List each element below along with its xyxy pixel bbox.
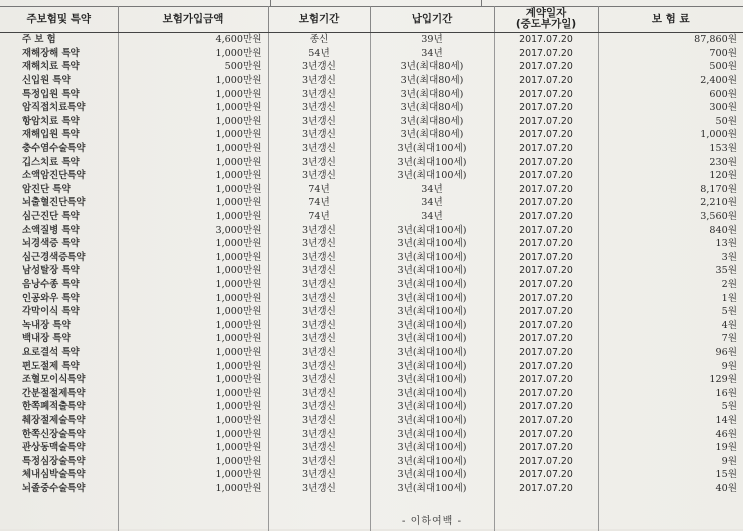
coverage-name-cell: 항암치료 특약 (0, 115, 118, 129)
contract-date-cell: 2017.07.20 (494, 468, 598, 482)
insurance-period-cell: 74년 (268, 183, 370, 197)
payment-period-cell: 3년(최대100세) (370, 251, 494, 265)
coverage-name-cell: 재해장해 특약 (0, 47, 118, 61)
premium-cell: 5원 (721, 401, 737, 413)
insured-amount-cell: 1,000만원 (118, 400, 268, 414)
contract-date-cell: 2017.07.20 (494, 183, 598, 197)
payment-period-cell: 3년(최대100세) (370, 318, 494, 332)
contract-date-cell: 2017.07.20 (494, 386, 598, 400)
contract-date-cell: 2017.07.20 (494, 414, 598, 428)
insurance-period-cell: 3년갱신 (268, 142, 370, 156)
table-row (0, 291, 743, 305)
premium-cell: 300원 (709, 102, 737, 114)
contract-date-cell: 2017.07.20 (494, 346, 598, 360)
header-payment-period: 납입기간 (370, 6, 494, 33)
insured-amount-cell: 1,000만원 (118, 237, 268, 251)
table-row (0, 441, 743, 455)
insurance-period-cell: 3년갱신 (268, 128, 370, 142)
payment-period-cell: 3년(최대80세) (370, 101, 494, 115)
insured-amount-cell: 1,000만원 (118, 264, 268, 278)
coverage-name-cell: 재해입원 특약 (0, 128, 118, 142)
contract-date-cell: 2017.07.20 (494, 318, 598, 332)
contract-date-cell: 2017.07.20 (494, 305, 598, 319)
contract-date-cell: 2017.07.20 (494, 196, 598, 210)
payment-period-cell: 3년(최대100세) (370, 441, 494, 455)
payment-period-cell: 3년(최대100세) (370, 169, 494, 183)
insured-amount-cell: 1,000만원 (118, 155, 268, 169)
insured-amount-cell: 1,000만원 (118, 196, 268, 210)
payment-period-cell: 3년(최대100세) (370, 468, 494, 482)
insurance-period-cell: 3년갱신 (268, 346, 370, 360)
insured-amount-cell: 1,000만원 (118, 47, 268, 61)
insurance-period-cell: 3년갱신 (268, 441, 370, 455)
insured-amount-cell: 1,000만원 (118, 386, 268, 400)
payment-period-cell: 34년 (370, 196, 494, 210)
premium-cell: 3원 (721, 251, 737, 263)
insurance-period-cell: 3년갱신 (268, 60, 370, 74)
premium-cell: 840원 (709, 224, 737, 236)
insurance-period-cell: 3년갱신 (268, 373, 370, 387)
insurance-period-cell: 3년갱신 (268, 169, 370, 183)
contract-date-cell: 2017.07.20 (494, 142, 598, 156)
coverage-name-cell: 뇌출혈진단특약 (0, 196, 118, 210)
insurance-period-cell: 3년갱신 (268, 305, 370, 319)
coverage-name-cell: 충수염수술특약 (0, 142, 118, 156)
insurance-period-cell: 3년갱신 (268, 155, 370, 169)
insured-amount-cell: 1,000만원 (118, 115, 268, 129)
payment-period-cell: 3년(최대100세) (370, 223, 494, 237)
payment-period-cell: 3년(최대100세) (370, 332, 494, 346)
table-row (0, 47, 743, 61)
premium-cell: 16원 (715, 387, 737, 399)
payment-period-cell: 3년(최대80세) (370, 74, 494, 88)
insurance-period-cell: 3년갱신 (268, 414, 370, 428)
premium-cell: 40원 (715, 482, 737, 494)
table-row (0, 87, 743, 101)
header-contract-date-line1: 계약일자 (525, 7, 567, 19)
coverage-name-cell: 심근진단 특약 (0, 210, 118, 224)
contract-date-cell: 2017.07.20 (494, 291, 598, 305)
coverage-name-cell: 주 보 험 (0, 33, 118, 47)
contract-date-cell: 2017.07.20 (494, 115, 598, 129)
contract-date-cell: 2017.07.20 (494, 74, 598, 88)
payment-period-cell: 3년(최대100세) (370, 454, 494, 468)
blank-row (0, 495, 743, 511)
coverage-name-cell: 특정입원 특약 (0, 87, 118, 101)
table-row (0, 482, 743, 496)
contract-date-cell: 2017.07.20 (494, 278, 598, 292)
payment-period-cell: 34년 (370, 210, 494, 224)
insurance-period-cell: 3년갱신 (268, 386, 370, 400)
insured-amount-cell: 4,600만원 (118, 33, 268, 47)
table-row (0, 359, 743, 373)
coverage-name-cell: 조혈모이식특약 (0, 373, 118, 387)
header-premium: 보 험 료 (598, 6, 743, 33)
payment-period-cell: 3년(최대100세) (370, 427, 494, 441)
premium-cell: 4원 (721, 319, 737, 331)
insurance-period-cell: 54년 (268, 47, 370, 61)
coverage-name-cell: 녹내장 특약 (0, 318, 118, 332)
header-row (0, 6, 743, 33)
payment-period-cell: 39년 (370, 33, 494, 47)
insured-amount-cell: 1,000만원 (118, 305, 268, 319)
payment-period-cell: 3년(최대100세) (370, 291, 494, 305)
payment-period-cell: 3년(최대80세) (370, 115, 494, 129)
premium-cell: 46원 (715, 428, 737, 440)
insured-amount-cell: 500만원 (118, 60, 268, 74)
payment-period-cell: 3년(최대100세) (370, 305, 494, 319)
payment-period-cell: 3년(최대100세) (370, 237, 494, 251)
insured-amount-cell: 1,000만원 (118, 318, 268, 332)
premium-cell: 8,170원 (700, 183, 737, 195)
premium-cell: 87,860원 (694, 34, 737, 46)
insured-amount-cell: 1,000만원 (118, 482, 268, 496)
contract-date-cell: 2017.07.20 (494, 427, 598, 441)
insured-amount-cell: 3,000만원 (118, 223, 268, 237)
insured-amount-cell: 1,000만원 (118, 414, 268, 428)
insurance-period-cell: 3년갱신 (268, 115, 370, 129)
premium-cell: 9원 (721, 455, 737, 467)
coverage-name-cell: 한쪽폐적출특약 (0, 400, 118, 414)
payment-period-cell: 3년(최대100세) (370, 264, 494, 278)
premium-cell: 7원 (721, 333, 737, 345)
payment-period-cell: 3년(최대80세) (370, 60, 494, 74)
contract-date-cell: 2017.07.20 (494, 47, 598, 61)
coverage-name-cell: 간분절절제특약 (0, 386, 118, 400)
insured-amount-cell: 1,000만원 (118, 210, 268, 224)
payment-period-cell: 3년(최대100세) (370, 359, 494, 373)
premium-cell: 96원 (715, 346, 737, 358)
coverage-name-cell: 요로결석 특약 (0, 346, 118, 360)
premium-cell: 13원 (715, 238, 737, 250)
contract-date-cell: 2017.07.20 (494, 210, 598, 224)
header-coverage: 주보험및 특약 (0, 6, 118, 33)
coverage-name-cell: 암직접치료특약 (0, 101, 118, 115)
end-note: - 이하여백 - (401, 515, 463, 527)
table-row (0, 373, 743, 387)
insurance-period-cell: 74년 (268, 196, 370, 210)
header-contract-date (494, 6, 598, 33)
insured-amount-cell: 1,000만원 (118, 101, 268, 115)
payment-period-cell: 3년(최대80세) (370, 128, 494, 142)
table-footer (0, 495, 743, 531)
premium-cell: 14원 (715, 414, 737, 426)
insured-amount-cell: 1,000만원 (118, 128, 268, 142)
premium-cell: 129원 (709, 374, 737, 386)
coverage-name-cell: 편도절제 특약 (0, 359, 118, 373)
coverage-table (0, 6, 743, 531)
contract-date-cell: 2017.07.20 (494, 33, 598, 47)
coverage-name-cell: 재해치료 특약 (0, 60, 118, 74)
coverage-name-cell: 백내장 특약 (0, 332, 118, 346)
insured-amount-cell: 1,000만원 (118, 454, 268, 468)
payment-period-cell: 3년(최대100세) (370, 482, 494, 496)
premium-cell: 1,000원 (700, 129, 737, 141)
insured-amount-cell: 1,000만원 (118, 291, 268, 305)
insurance-period-cell: 3년갱신 (268, 482, 370, 496)
premium-cell: 600원 (709, 88, 737, 100)
premium-cell: 153원 (709, 143, 737, 155)
insurance-period-cell: 74년 (268, 210, 370, 224)
payment-period-cell: 3년(최대100세) (370, 386, 494, 400)
contract-date-cell: 2017.07.20 (494, 169, 598, 183)
contract-date-cell: 2017.07.20 (494, 373, 598, 387)
coverage-name-cell: 한쪽신장술특약 (0, 427, 118, 441)
premium-cell: 35원 (715, 265, 737, 277)
table-row (0, 414, 743, 428)
coverage-name-cell: 뇌졸중수술특약 (0, 482, 118, 496)
insurance-period-cell: 3년갱신 (268, 427, 370, 441)
coverage-name-cell: 특정심장술특약 (0, 454, 118, 468)
payment-period-cell: 3년(최대100세) (370, 346, 494, 360)
end-note-row (0, 511, 743, 531)
premium-cell: 2원 (721, 278, 737, 290)
contract-date-cell: 2017.07.20 (494, 454, 598, 468)
coverage-name-cell: 각막이식 특약 (0, 305, 118, 319)
insurance-period-cell: 3년갱신 (268, 359, 370, 373)
coverage-name-cell: 심근경색증특약 (0, 251, 118, 265)
insurance-period-cell: 3년갱신 (268, 264, 370, 278)
table-body (0, 33, 743, 496)
table-row (0, 332, 743, 346)
table-row (0, 264, 743, 278)
insurance-period-cell: 3년갱신 (268, 223, 370, 237)
table-row (0, 237, 743, 251)
payment-period-cell: 3년(최대100세) (370, 414, 494, 428)
table-row (0, 101, 743, 115)
coverage-name-cell: 깁스치료 특약 (0, 155, 118, 169)
header-period: 보험기간 (268, 6, 370, 33)
contract-date-cell: 2017.07.20 (494, 441, 598, 455)
table-row (0, 251, 743, 265)
contract-date-cell: 2017.07.20 (494, 60, 598, 74)
contract-date-cell: 2017.07.20 (494, 87, 598, 101)
insurance-period-cell: 3년갱신 (268, 291, 370, 305)
insurance-period-cell: 3년갱신 (268, 74, 370, 88)
table-row (0, 468, 743, 482)
insurance-period-cell: 3년갱신 (268, 468, 370, 482)
coverage-name-cell: 체내심박술특약 (0, 468, 118, 482)
premium-cell: 3,560원 (700, 211, 737, 223)
premium-cell: 9원 (721, 360, 737, 372)
payment-period-cell: 3년(최대100세) (370, 373, 494, 387)
insured-amount-cell: 1,000만원 (118, 468, 268, 482)
insured-amount-cell: 1,000만원 (118, 169, 268, 183)
premium-cell: 2,210원 (700, 197, 737, 209)
contract-date-cell: 2017.07.20 (494, 482, 598, 496)
header-contract-date-line2: (중도부가일) (515, 18, 577, 30)
insurance-period-cell: 3년갱신 (268, 454, 370, 468)
insured-amount-cell: 1,000만원 (118, 441, 268, 455)
insured-amount-cell: 1,000만원 (118, 183, 268, 197)
coverage-name-cell: 신입원 특약 (0, 74, 118, 88)
coverage-name-cell: 남성탈장 특약 (0, 264, 118, 278)
table-row (0, 318, 743, 332)
contract-date-cell: 2017.07.20 (494, 223, 598, 237)
payment-period-cell: 3년(최대100세) (370, 400, 494, 414)
payment-period-cell: 3년(최대100세) (370, 155, 494, 169)
premium-cell: 5원 (721, 306, 737, 318)
insured-amount-cell: 1,000만원 (118, 142, 268, 156)
premium-cell: 50원 (715, 115, 737, 127)
insured-amount-cell: 1,000만원 (118, 278, 268, 292)
table-row (0, 210, 743, 224)
contract-date-cell: 2017.07.20 (494, 359, 598, 373)
table-row (0, 183, 743, 197)
premium-cell: 700원 (709, 47, 737, 59)
table-row (0, 169, 743, 183)
premium-cell: 1원 (721, 292, 737, 304)
insurance-period-cell: 종신 (268, 33, 370, 47)
insured-amount-cell: 1,000만원 (118, 332, 268, 346)
payment-period-cell: 3년(최대80세) (370, 87, 494, 101)
insured-amount-cell: 1,000만원 (118, 359, 268, 373)
insured-amount-cell: 1,000만원 (118, 373, 268, 387)
insured-amount-cell: 1,000만원 (118, 427, 268, 441)
insured-amount-cell: 1,000만원 (118, 74, 268, 88)
table-row (0, 386, 743, 400)
contract-date-cell: 2017.07.20 (494, 400, 598, 414)
table-row (0, 223, 743, 237)
insurance-period-cell: 3년갱신 (268, 237, 370, 251)
coverage-name-cell: 음낭수종 특약 (0, 278, 118, 292)
insurance-period-cell: 3년갱신 (268, 278, 370, 292)
insurance-period-cell: 3년갱신 (268, 101, 370, 115)
premium-cell: 19원 (715, 442, 737, 454)
table-row (0, 278, 743, 292)
insured-amount-cell: 1,000만원 (118, 346, 268, 360)
table-row (0, 142, 743, 156)
table-row (0, 427, 743, 441)
insurance-period-cell: 3년갱신 (268, 318, 370, 332)
table-row (0, 400, 743, 414)
table-row (0, 454, 743, 468)
contract-date-cell: 2017.07.20 (494, 237, 598, 251)
insurance-period-cell: 3년갱신 (268, 332, 370, 346)
payment-period-cell: 3년(최대100세) (370, 278, 494, 292)
premium-cell: 15원 (715, 469, 737, 481)
contract-date-cell: 2017.07.20 (494, 251, 598, 265)
table-row (0, 128, 743, 142)
contract-date-cell: 2017.07.20 (494, 332, 598, 346)
premium-cell: 500원 (709, 61, 737, 73)
contract-date-cell: 2017.07.20 (494, 264, 598, 278)
coverage-name-cell: 소액암진단특약 (0, 169, 118, 183)
coverage-name-cell: 뇌경색증 특약 (0, 237, 118, 251)
coverage-name-cell: 관상동맥술특약 (0, 441, 118, 455)
payment-period-cell: 34년 (370, 183, 494, 197)
header-amount: 보험가입금액 (118, 6, 268, 33)
table-row (0, 74, 743, 88)
table-row (0, 155, 743, 169)
insurance-period-cell: 3년갱신 (268, 87, 370, 101)
table-row (0, 305, 743, 319)
contract-date-cell: 2017.07.20 (494, 128, 598, 142)
coverage-name-cell: 소액질병 특약 (0, 223, 118, 237)
payment-period-cell: 34년 (370, 47, 494, 61)
insurance-period-cell: 3년갱신 (268, 400, 370, 414)
coverage-name-cell: 인공와우 특약 (0, 291, 118, 305)
insurance-period-cell: 3년갱신 (268, 251, 370, 265)
premium-cell: 120원 (709, 170, 737, 182)
table-row (0, 60, 743, 74)
contract-date-cell: 2017.07.20 (494, 101, 598, 115)
payment-period-cell: 3년(최대100세) (370, 142, 494, 156)
contract-date-cell: 2017.07.20 (494, 155, 598, 169)
table-row (0, 196, 743, 210)
coverage-name-cell: 암진단 특약 (0, 183, 118, 197)
table-row (0, 115, 743, 129)
insured-amount-cell: 1,000만원 (118, 251, 268, 265)
premium-cell: 230원 (709, 156, 737, 168)
table-row (0, 33, 743, 47)
table-row (0, 346, 743, 360)
premium-cell: 2,400원 (700, 75, 737, 87)
insured-amount-cell: 1,000만원 (118, 87, 268, 101)
coverage-name-cell: 췌장절제술특약 (0, 414, 118, 428)
